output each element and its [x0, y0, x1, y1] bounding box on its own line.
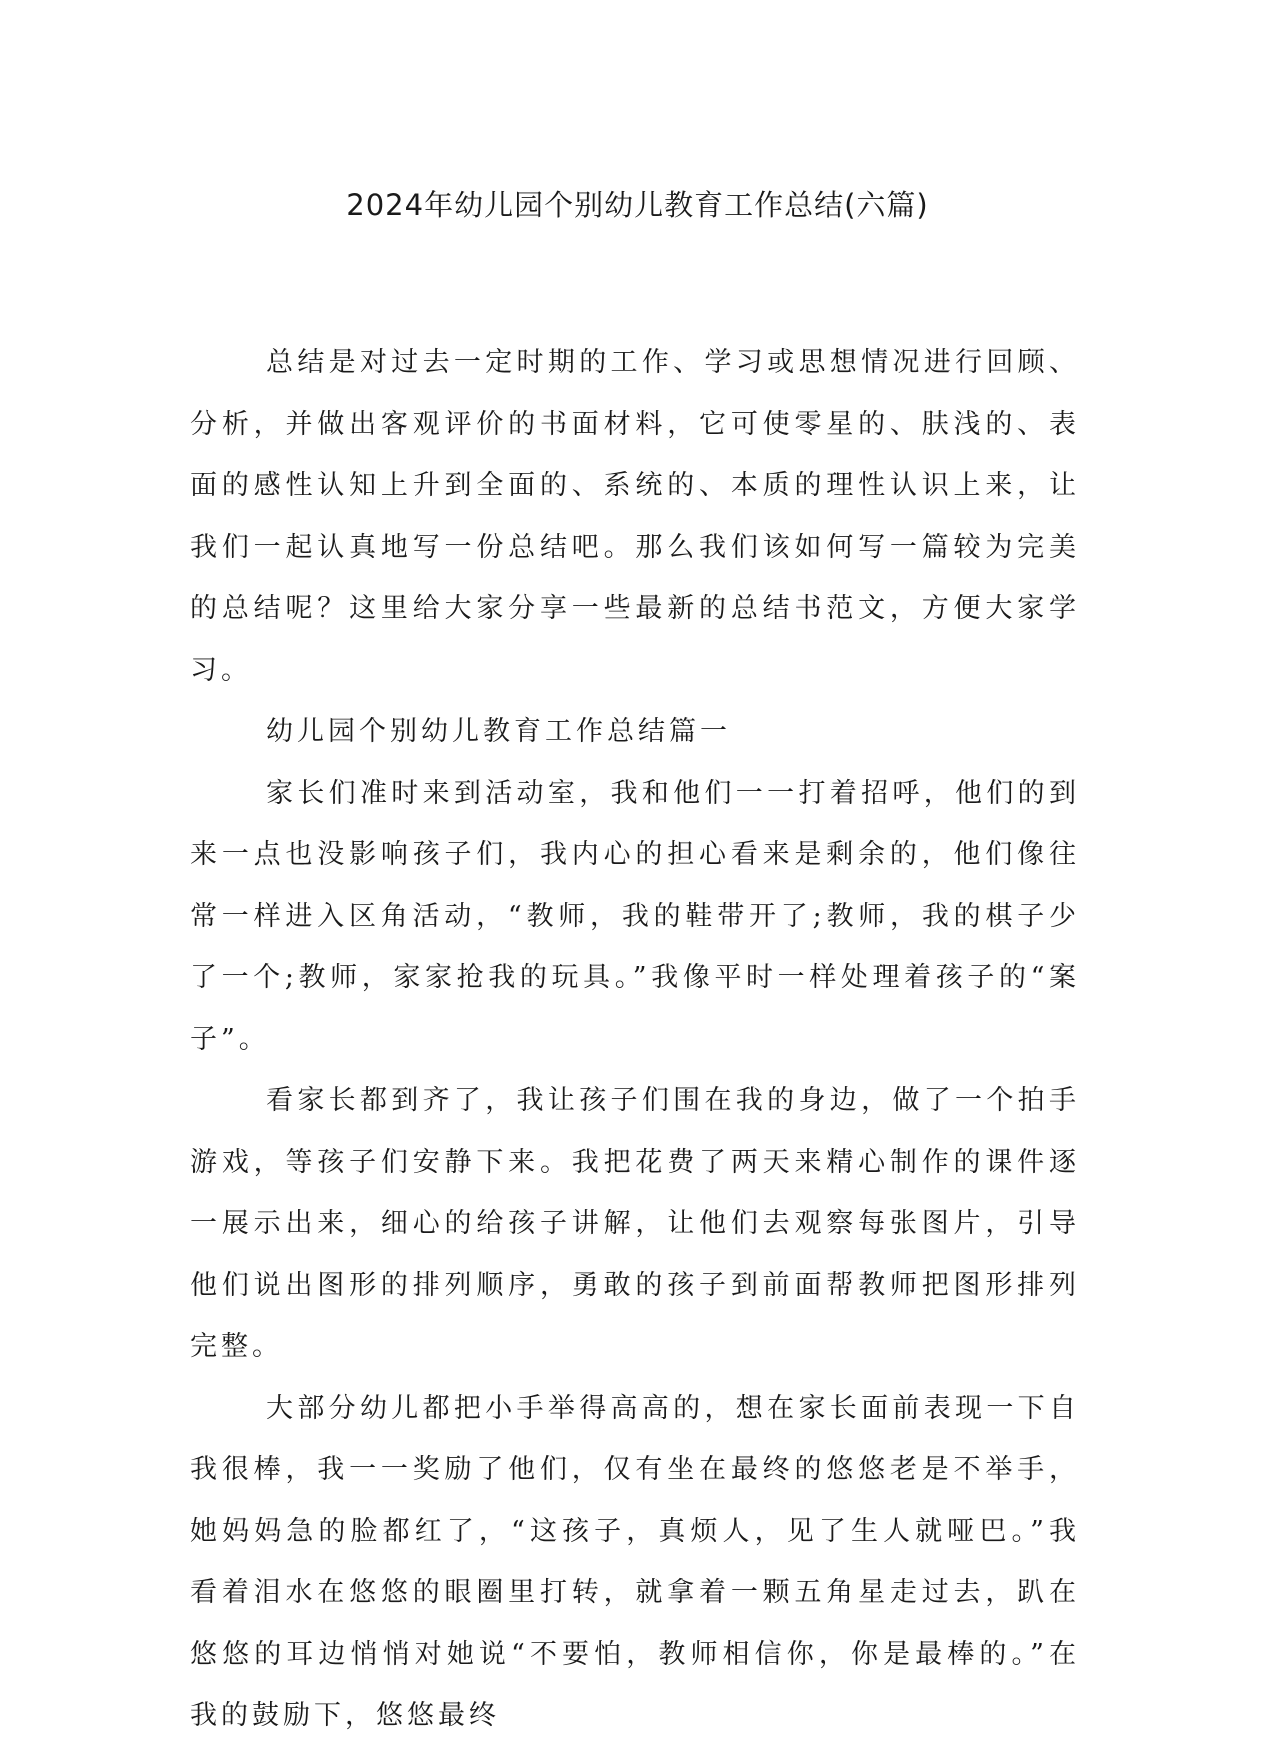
document-body [190, 332, 1080, 1747]
body-paragraph: 大部分幼儿都把小手举得高高的，想在家长面前表现一下自我很棒，我一一奖励了他们，仅有坐在最终的悠悠老是不举手，她妈妈急的脸都红了，“这孩子，真烦人，见了生人就哑巴。”我看着泪水在悠悠的眼圈里打转，就拿着一颗五角星走过去，趴在悠悠的耳边悄悄对她说“不要怕，教师相信你，你是最棒的。”在我的鼓励下，悠悠最终 [190, 1392, 1080, 1731]
intro-paragraph: 总结是对过去一定时期的工作、学习或思想情况进行回顾、分析，并做出客观评价的书面材料，它可使零星的、肤浅的、表面的感性认知上升到全面的、系统的、本质的理性认识上来，让我们一起认真地写一份总结吧。那么我们该如何写一篇较为完美的总结呢？这里给大家分享一些最新的总结书范文，方便大家学习。 [190, 347, 1080, 686]
body-paragraph: 家长们准时来到活动室，我和他们一一打着招呼，他们的到来一点也没影响孩子们，我内心的担心看来是剩余的，他们像往常一样进入区角活动，“教师，我的鞋带开了;教师，我的棋子少了一个;教师，家家抢我的玩具。”我像平时一样处理着孩子的“案子”。 [190, 777, 1080, 1055]
document-title: 2024年幼儿园个别幼儿教育工作总结(六篇) [346, 188, 929, 222]
section-heading: 幼儿园个别幼儿教育工作总结篇一 [266, 716, 731, 747]
body-paragraph: 看家长都到齐了，我让孩子们围在我的身边，做了一个拍手游戏，等孩子们安静下来。我把花费了两天来精心制作的课件逐一展示出来，细心的给孩子讲解，让他们去观察每张图片，引导他们说出图形的排列顺序，勇敢的孩子到前面帮教师把图形排列完整。 [190, 1085, 1080, 1362]
